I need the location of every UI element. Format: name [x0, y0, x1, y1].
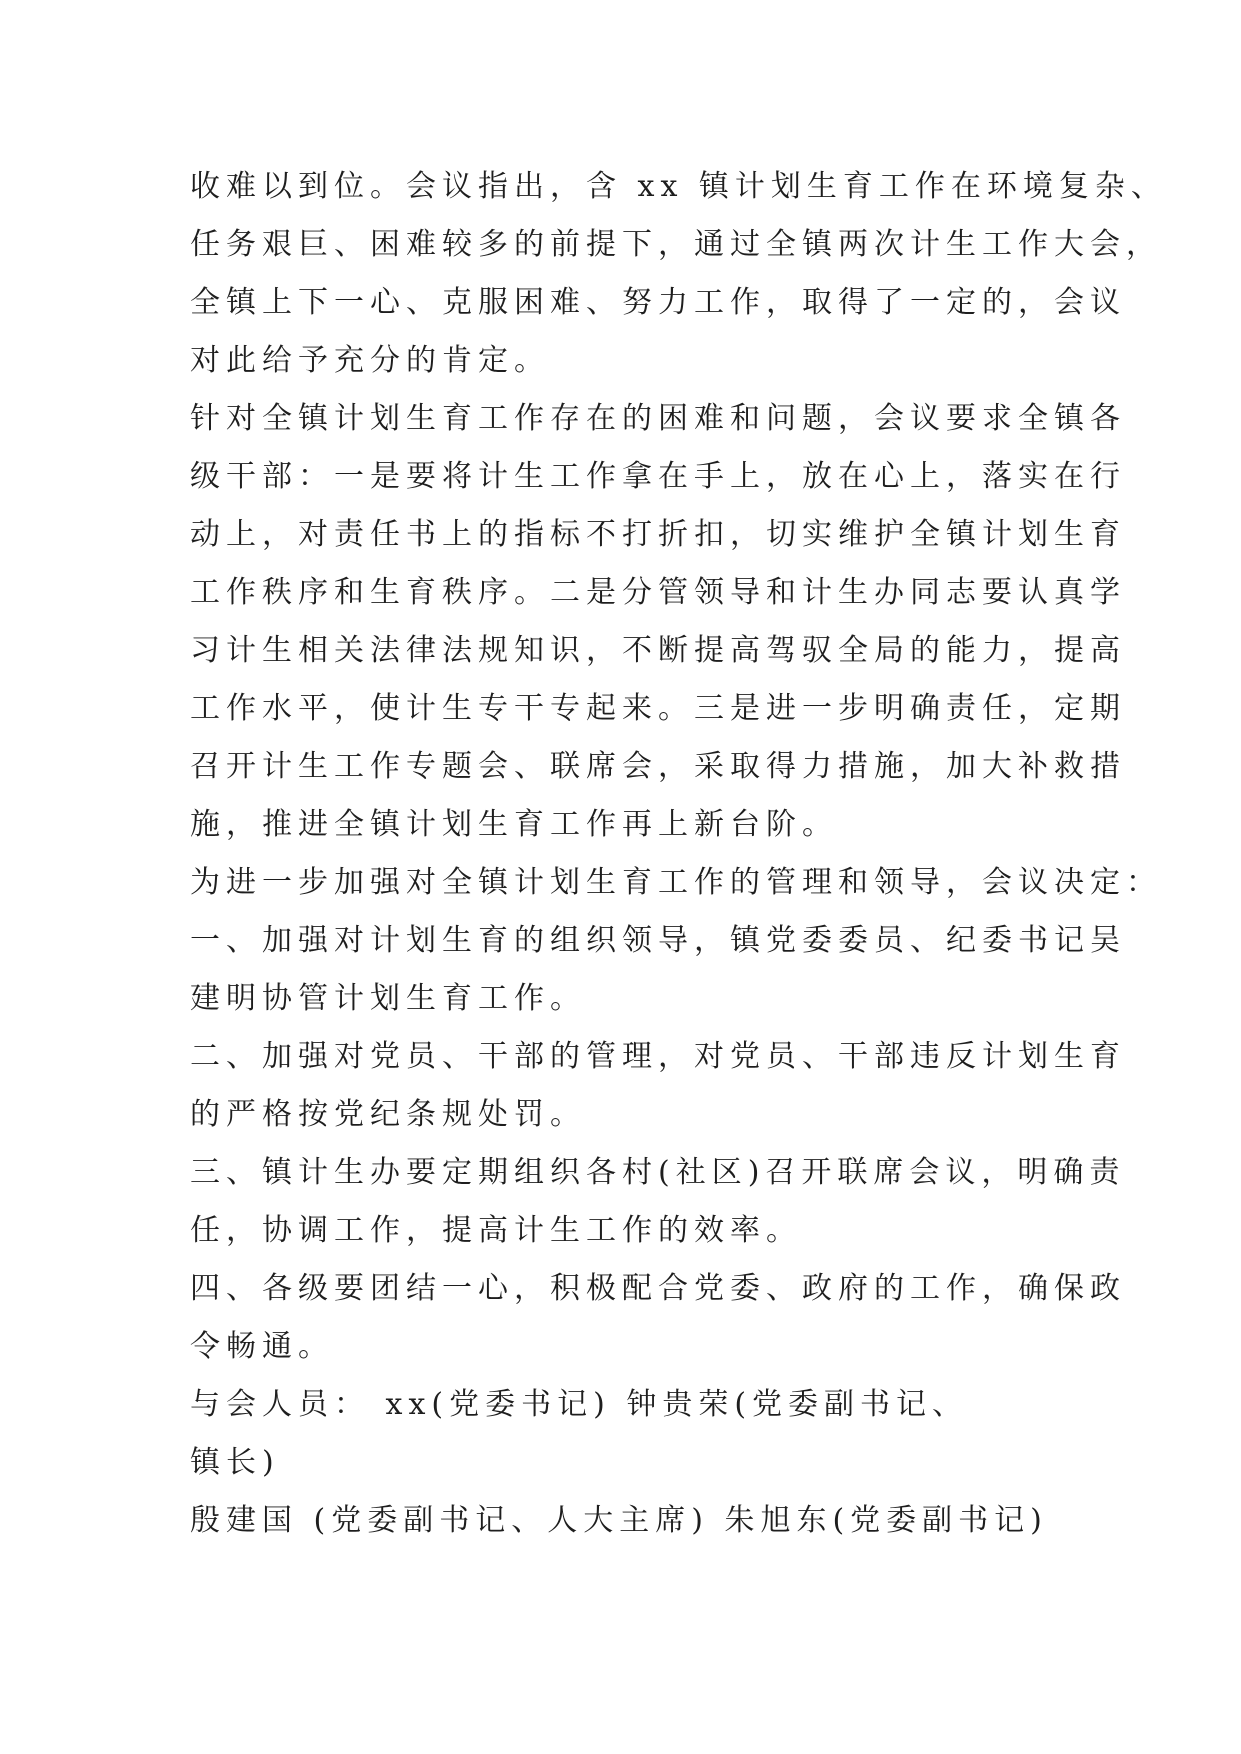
text-line: 任务艰巨、困难较多的前提下，通过全镇两次计生工作大会，	[190, 227, 1162, 262]
paragraph	[190, 1376, 1080, 1492]
text-line: 针对全镇计划生育工作存在的困难和问题，会议要求全镇各	[190, 401, 1126, 436]
text-line: 工作水平，使计生专干专起来。三是进一步明确责任，定期	[190, 691, 1126, 726]
paragraph	[190, 1144, 1126, 1260]
text-line: 级干部：一是要将计生工作拿在手上，放在心上，落实在行	[190, 459, 1126, 494]
text-line: 工作秩序和生育秩序。二是分管领导和计生办同志要认真学	[190, 575, 1126, 610]
text-line: 施，推进全镇计划生育工作再上新台阶。	[190, 807, 838, 842]
text-line: 动上，对责任书上的指标不打折扣，切实维护全镇计划生育	[190, 517, 1126, 552]
paragraph	[190, 158, 1167, 390]
paragraph	[190, 390, 1126, 854]
paragraph	[190, 854, 1162, 912]
text-line: 为进一步加强对全镇计划生育工作的管理和领导，会议决定：	[190, 865, 1162, 900]
paragraph	[190, 1492, 1080, 1550]
paragraph	[190, 1028, 1126, 1144]
text-line: 令畅通。	[190, 1329, 334, 1364]
text-line: 收难以到位。会议指出，含 xx 镇计划生育工作在环境复杂、	[190, 169, 1167, 204]
paragraph	[190, 912, 1126, 1028]
text-line: 任，协调工作，提高计生工作的效率。	[190, 1213, 802, 1248]
text-line: 一、加强对计划生育的组织领导，镇党委委员、纪委书记吴	[190, 923, 1126, 958]
text-line: 对此给予充分的肯定。	[190, 343, 550, 378]
text-line: 习计生相关法律法规知识，不断提高驾驭全局的能力，提高	[190, 633, 1126, 668]
paragraph	[190, 1260, 1126, 1376]
text-line: 四、各级要团结一心，积极配合党委、政府的工作，确保政	[190, 1271, 1126, 1306]
text-line: 三、镇计生办要定期组织各村(社区)召开联席会议，明确责	[190, 1155, 1126, 1190]
text-line: 全镇上下一心、克服困难、努力工作，取得了一定的，会议	[190, 285, 1126, 320]
text-line: 与会人员： xx(党委书记) 钟贵荣(党委副书记、	[190, 1387, 969, 1422]
text-line: 殷建国 (党委副书记、人大主席) 朱旭东(党委副书记)	[190, 1503, 1048, 1538]
text-line: 的严格按党纪条规处罚。	[190, 1097, 586, 1132]
text-line: 镇长)	[190, 1445, 280, 1480]
text-line: 二、加强对党员、干部的管理，对党员、干部违反计划生育	[190, 1039, 1126, 1074]
text-line: 建明协管计划生育工作。	[190, 981, 586, 1016]
document-body	[190, 158, 1167, 1550]
text-line: 召开计生工作专题会、联席会，采取得力措施，加大补救措	[190, 749, 1126, 784]
